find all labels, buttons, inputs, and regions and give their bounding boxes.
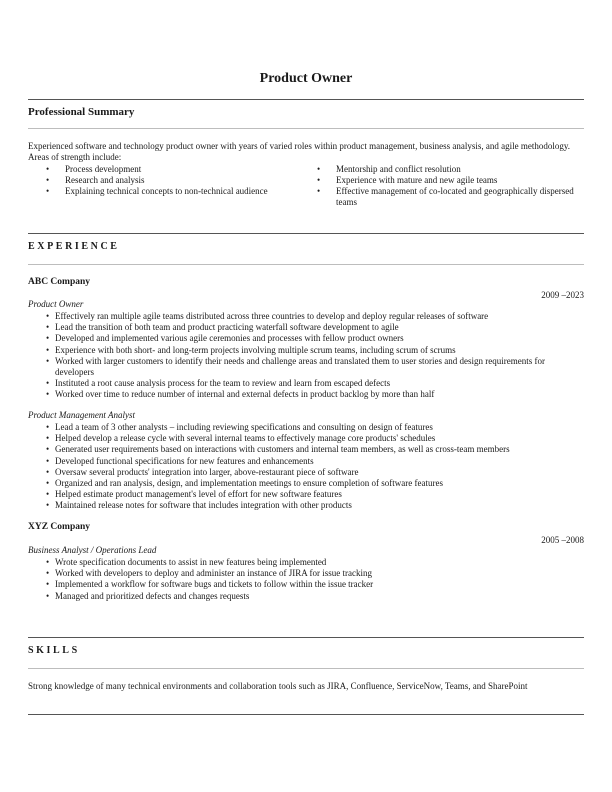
skills-text: Strong knowledge of many technical environments and collaboration tools such as JIRA, Confluence, ServiceNow, Teams, and SharePoint — [28, 681, 528, 691]
list-item: • Instituted a root cause analysis process for the team to review and learn from escaped defects — [28, 378, 584, 389]
list-item: • Developed and implemented various agile ceremonies and processes with fellow product owners — [28, 333, 584, 344]
skills-heading: SKILLS — [28, 645, 80, 656]
list-item: • Implemented a workflow for software bugs and tickets to follow within the issue tracker — [28, 579, 584, 590]
strengths-columns — [28, 164, 580, 209]
list-item: • Experience with mature and new agile teams — [304, 175, 580, 186]
list-item: • Mentorship and conflict resolution — [304, 164, 580, 175]
list-item: • Experience with both short- and long-term projects involving multiple scrum teams, including scrum of scrums — [28, 345, 584, 356]
summary-section — [28, 141, 580, 208]
strengths-left-list — [28, 164, 304, 209]
experience-top-divider — [28, 233, 584, 234]
summary-heading: Professional Summary — [28, 106, 135, 118]
strengths-right-list — [304, 164, 580, 209]
skills-divider — [28, 668, 584, 669]
list-item: • Helped estimate product management's level of effort for new software features — [28, 489, 584, 500]
list-item: • Effective management of co-located and geographically dispersed teams — [304, 186, 580, 208]
role-bullet-list — [28, 422, 584, 512]
company-name: XYZ Company — [28, 522, 91, 532]
list-item: • Helped develop a release cycle with several internal teams to effectively manage core products' schedules — [28, 433, 584, 444]
list-item: • Wrote specification documents to assist in new features being implemented — [28, 557, 584, 568]
list-item: • Worked with developers to deploy and administer an instance of JIRA for issue tracking — [28, 568, 584, 579]
list-item: • Managed and prioritized defects and changes requests — [28, 591, 584, 602]
resume-title: Product Owner — [259, 71, 353, 86]
list-item: • Research and analysis — [28, 175, 304, 186]
role-bullet-list — [28, 557, 584, 602]
title-divider — [28, 99, 584, 100]
summary-text: Experienced software and technology product owner with years of varied roles within product management, business analysis, and agile methodology. Areas of strength include: — [28, 141, 571, 163]
job-role: Product Owner — [28, 299, 84, 309]
list-item: • Worked with larger customers to identify their needs and challenge areas and translated them to user stories and design requirements for developers — [28, 356, 584, 378]
list-item: • Worked over time to reduce number of internal and external defects in product backlog by more than half — [28, 389, 584, 400]
list-item: • Process development — [28, 164, 304, 175]
list-item: • Developed functional specifications for new features and enhancements — [28, 456, 584, 467]
skills-bottom-divider — [28, 714, 584, 715]
summary-divider — [28, 128, 584, 129]
experience-divider — [28, 264, 584, 265]
list-item: • Maintained release notes for software that includes integration with other products — [28, 500, 584, 511]
list-item: • Explaining technical concepts to non-technical audience — [28, 186, 304, 197]
job-role: Product Management Analyst — [28, 410, 135, 420]
job-dates: 2005 –2008 — [541, 535, 584, 545]
list-item: • Oversaw several products' integration into larger, above-restaurant piece of software — [28, 467, 584, 478]
experience-heading: EXPERIENCE — [28, 241, 120, 252]
company-name: ABC Company — [28, 277, 91, 287]
list-item: • Effectively ran multiple agile teams distributed across three countries to develop and deploy regular releases of software — [28, 311, 584, 322]
list-item: • Organized and ran analysis, design, and implementation meetings to ensure completion of software features — [28, 478, 584, 489]
skills-top-divider — [28, 637, 584, 638]
list-item: • Lead the transition of both team and product practicing waterfall software development to agile — [28, 322, 584, 333]
role-bullet-list — [28, 311, 584, 401]
job-dates: 2009 –2023 — [541, 290, 584, 300]
job-role: Business Analyst / Operations Lead — [28, 545, 157, 555]
list-item: • Lead a team of 3 other analysts – including reviewing specifications and consulting on design of features — [28, 422, 584, 433]
list-item: • Generated user requirements based on interactions with customers and internal team members, as well as cross-team members — [28, 444, 584, 455]
